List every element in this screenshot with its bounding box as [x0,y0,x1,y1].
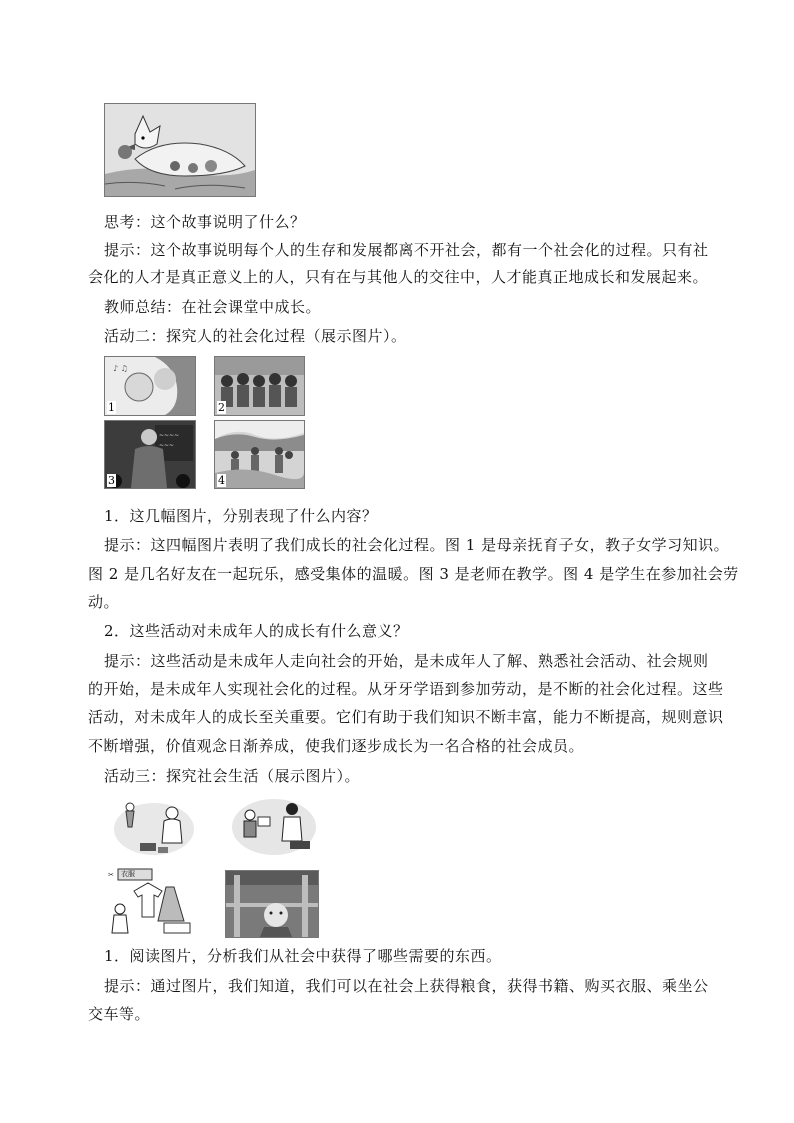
photo-label-2: 2 [218,401,225,414]
svg-text:✂: ✂ [108,871,114,879]
think-question: 思考：这个故事说明了什么？ [104,213,306,231]
wolf-illustration [104,103,256,197]
sketch-clothing-store [104,865,200,935]
hint-4-line-2: 交车等。 [88,1005,151,1023]
hint-3-line-1: 提示：这些活动是未成年人走向社会的开始，是未成年人了解、熟悉社会活动、社会规则 [104,652,709,670]
activity-3-heading: 活动三：探究社会生活（展示图片）。 [104,767,361,785]
hint-2-line-3: 动。 [88,593,120,611]
svg-text:~~~~: ~~~~ [159,432,180,439]
hint-3-line-4: 不断增强，价值观念日渐养成，使我们逐步成长为一名合格的社会成员。 [88,737,585,755]
photo-label-3: 3 [108,474,115,487]
question-1: 1．这几幅图片，分别表现了什么内容？ [104,507,378,525]
hint-2-line-2: 图 2 是几名好友在一起玩乐，感受集体的温暖。图 3 是老师在教学。图 4 是学生在参加社会劳 [88,565,739,583]
teacher-summary: 教师总结：在社会课堂中成长。 [104,298,322,316]
sketch-reading-books [230,793,318,857]
hint-1-line-2: 会化的人才是真正意义上的人，只有在与其他人的交往中，人才能真正地成长和发展起来。 [88,268,709,286]
hint-1-line-1: 提示：这个故事说明每个人的生存和发展都离不开社会，都有一个社会化的过程。只有社 [104,241,709,259]
photo-labor [214,420,305,489]
question-2: 2．这些活动对未成年人的成长有什么意义？ [104,622,409,640]
clothes-store-sign: 衣服 [121,870,135,878]
photo-label-4: 4 [218,474,225,487]
photo-friends [214,356,305,416]
hint-3-line-3: 活动，对未成年人的成长至关重要。它们有助于我们知识不断丰富，能力不断提高，规则意识 [88,708,724,726]
question-3: 1．阅读图片，分析我们从社会中获得了哪些需要的东西。 [104,947,502,965]
hint-2-line-1: 提示：这四幅图片表明了我们成长的社会化过程。图 1 是母亲抚育子女，教子女学习知识。 [104,536,730,554]
photo-teacher [104,420,196,489]
photo-bus-child [225,870,319,938]
photo-label-1: 1 [108,401,115,414]
hint-4-line-1: 提示：通过图片，我们知道，我们可以在社会上获得粮食，获得书籍、购买衣服、乘坐公 [104,977,709,995]
hint-3-line-2: 的开始，是未成年人实现社会化的过程。从牙牙学语到参加劳动，是不断的社会化过程。这些 [88,680,724,698]
activity-2-heading: 活动二：探究人的社会化过程（展示图片）。 [104,327,407,345]
svg-text:♪ ♫: ♪ ♫ [113,364,128,373]
sketch-farming-grain [112,793,197,859]
photo-mother-child [104,356,196,416]
svg-text:~~~: ~~~ [159,442,175,449]
